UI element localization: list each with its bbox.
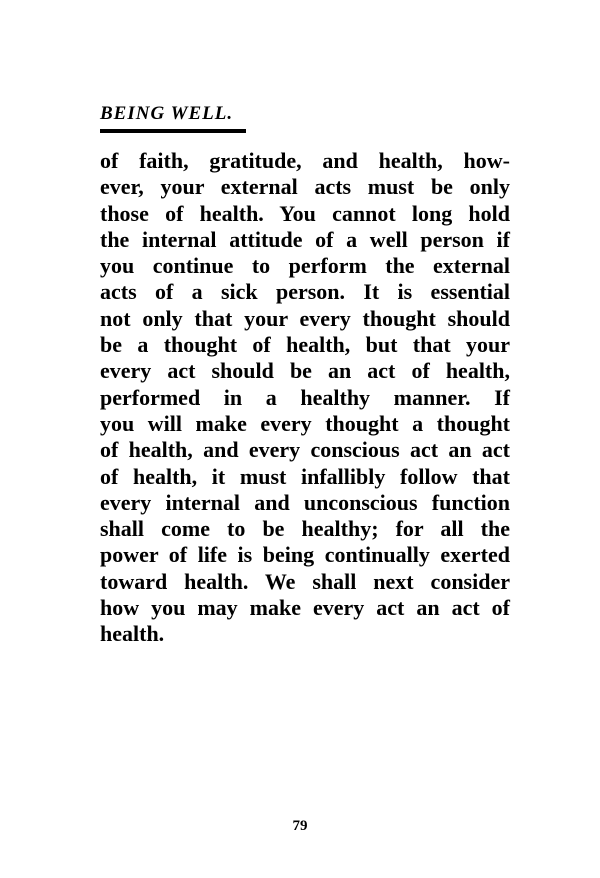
page-number: 79 (292, 818, 308, 834)
text-line: of health, and every conscious act an act (100, 437, 510, 463)
text-line: how you may make every act an act of (100, 595, 510, 621)
text-line: health. (100, 621, 165, 647)
text-line: power of life is being continually exerted (100, 542, 510, 568)
text-line: not only that your every thought should (100, 305, 510, 331)
text-line: shall come to be healthy; for all the (100, 516, 510, 542)
text-line: of faith, gratitude, and health, how- (100, 148, 510, 173)
text-line: every act should be an act of health, (100, 358, 510, 384)
text-line: of health, it must infallibly follow that (100, 463, 510, 489)
text-line: those of health. You cannot long hold (100, 200, 510, 226)
text-line: ever, your external acts must be only (100, 174, 510, 200)
text-line: be a thought of health, but that your (100, 332, 510, 358)
body-paragraph (100, 148, 510, 648)
header-rule (100, 129, 246, 133)
text-line: the internal attitude of a well person if (100, 226, 510, 252)
text-line: you continue to perform the external (100, 253, 510, 279)
running-head: BEING WELL. (100, 103, 234, 124)
text-line: every internal and unconscious function (100, 489, 510, 515)
text-line: you will make every thought a thought (100, 410, 510, 436)
text-line: toward health. We shall next consider (100, 568, 510, 594)
text-line: acts of a sick person. It is essential (100, 279, 510, 305)
text-line: performed in a healthy manner. If (100, 384, 510, 410)
